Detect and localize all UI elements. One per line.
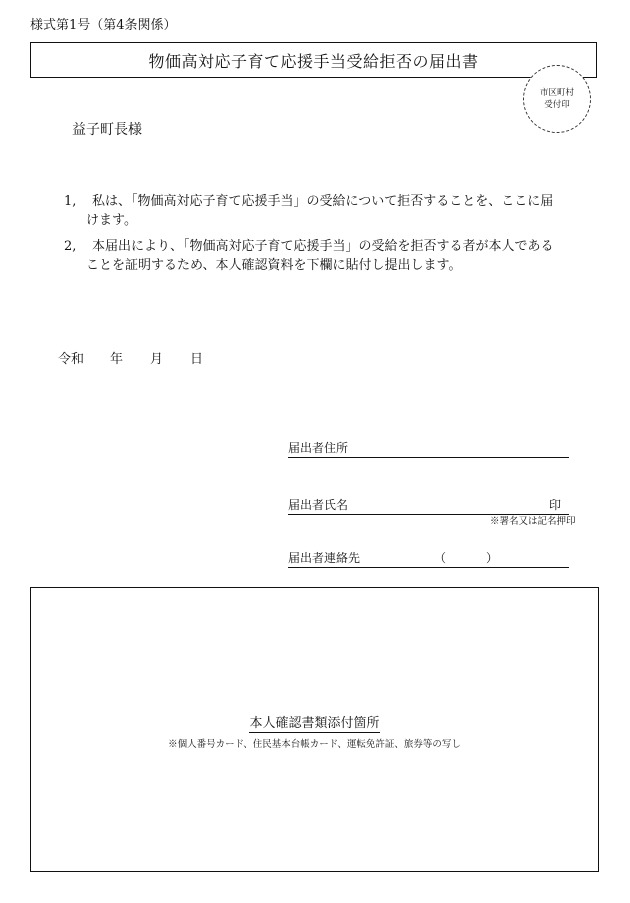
clause-1-number: 1, xyxy=(64,194,77,209)
stamp-label-line2: 受付印 xyxy=(544,100,570,110)
clause-2 xyxy=(64,237,574,275)
addressee: 益子町長様 xyxy=(72,122,142,138)
clause-1 xyxy=(64,192,574,230)
attachment-title-text: 本人確認書類添付箇所 xyxy=(249,716,380,731)
seal-mark: 印 xyxy=(548,498,561,512)
date-line xyxy=(58,348,203,367)
clause-2-line1: 本届出により、「物価高対応子育て応援手当」の受給を拒否する者が本人である xyxy=(92,239,554,254)
applicant-contact-field[interactable] xyxy=(288,551,569,568)
clause-1-line2: けます。 xyxy=(86,213,137,228)
contact-paren-close: ） xyxy=(486,551,499,565)
clause-2-line2: ことを証明するため、本人確認資料を下欄に貼付し提出します。 xyxy=(86,258,462,273)
document-title: 物価高対応子育て応援手当受給拒否の届出書 xyxy=(148,51,479,71)
applicant-name-label: 届出者氏名 xyxy=(288,498,349,512)
form-number: 様式第1号（第4条関係） xyxy=(30,18,177,33)
applicant-address-label: 届出者住所 xyxy=(288,441,349,455)
clause-1-line1: 私は、「物価高対応子育て応援手当」の受給について拒否することを、ここに届 xyxy=(92,194,554,209)
applicant-contact-label: 届出者連絡先 xyxy=(288,551,361,565)
signature-note: ※署名又は記名押印 xyxy=(490,516,576,527)
contact-paren-open: （ xyxy=(434,551,447,565)
attachment-title xyxy=(31,712,598,731)
date-month-label: 月 xyxy=(150,352,164,367)
stamp-label-line1: 市区町村 xyxy=(539,88,574,98)
id-document-attachment-area xyxy=(30,587,599,872)
clause-2-number: 2, xyxy=(64,239,77,254)
date-day-label: 日 xyxy=(190,352,204,367)
applicant-address-field[interactable] xyxy=(288,441,569,458)
attachment-note: ※個人番号カード、住民基本台帳カード、運転免許証、旅券等の写し xyxy=(168,739,461,750)
date-year-label: 年 xyxy=(110,352,124,367)
date-era: 令和 xyxy=(58,352,85,367)
title-box xyxy=(30,42,597,78)
reception-stamp-area xyxy=(523,65,591,133)
